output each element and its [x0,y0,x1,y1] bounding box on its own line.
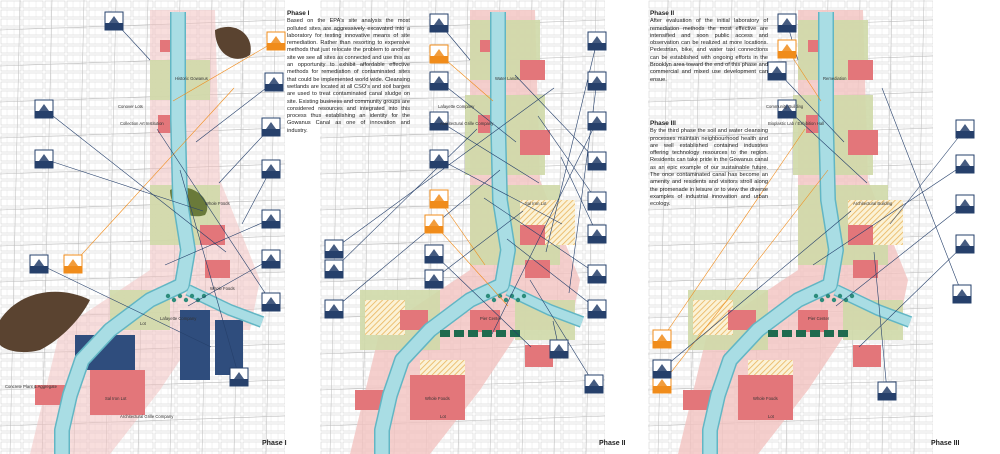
icon-band [430,161,448,168]
icon-band [778,111,796,118]
remediation-icon [325,240,343,258]
remediation-icon [105,12,123,30]
building [848,60,873,80]
remediation-icon [35,100,53,118]
remediation-icon [262,293,280,311]
dot [820,298,824,302]
dot [522,294,526,298]
remediation-icon [430,72,448,90]
map-label: Pier Center [808,316,830,321]
building [525,345,553,367]
icon-band [262,304,280,311]
remediation-icon [430,45,448,63]
icon-band [265,84,283,91]
soil-barge [454,330,464,337]
dot [832,298,836,302]
phase-2-heading: Phase II [650,10,675,17]
map-label: Bioplastic Lab / Exhibition Hall [768,121,825,126]
remediation-icon [430,14,448,32]
map-label: Collection Art Institution [120,121,164,126]
phase-2-label: Phase II [599,440,626,447]
icon-band [588,203,606,210]
icon-band [653,371,671,378]
map-label: Community Building [766,104,804,109]
building [200,225,225,245]
remediation-icon [64,255,82,273]
building [848,130,878,155]
dot [516,298,520,302]
map-label: Water Lands [495,76,519,81]
icon-band [30,266,48,273]
map-label: Architectural Grille Company [440,121,494,126]
icon-band [425,256,443,263]
remediation-icon [30,255,48,273]
remediation-icon [230,368,248,386]
phase-1-description [287,10,410,140]
icon-band [430,201,448,208]
building [520,130,550,155]
phase-1-heading: Phase I [287,10,310,17]
dot [814,294,818,298]
icon-band [430,56,448,63]
dot [486,294,490,298]
navy-building [215,320,243,375]
remediation-icon [325,260,343,278]
remediation-icon [588,225,606,243]
building [205,260,230,278]
remediation-icon [956,195,974,213]
icon-band [64,266,82,273]
map-label: Lot [768,414,774,419]
remediation-icon [325,300,343,318]
icon-band [325,271,343,278]
icon-band [956,246,974,253]
icon-band [325,311,343,318]
remediation-icon [588,112,606,130]
dot [190,294,194,298]
remediation-icon [425,215,443,233]
icon-band [778,25,796,32]
phase-1-label: Phase I [262,440,287,447]
icon-band [588,236,606,243]
remediation-icon [588,152,606,170]
hatched-zone [693,300,733,335]
icon-band [35,161,53,168]
map-label: Conover Lots [118,104,143,109]
building [520,60,545,80]
remediation-icon [588,72,606,90]
icon-band [267,43,285,50]
phase-2-description [650,10,768,89]
remediation-icon [425,270,443,288]
remediation-icon [953,285,971,303]
remediation-icon [430,150,448,168]
remediation-icon [653,330,671,348]
phase-1-map [0,0,285,454]
map-label: Sal Iron Lot [105,396,127,401]
map-label: Sal Iron Lot [525,201,547,206]
icon-band [35,111,53,118]
soil-barge [496,330,506,337]
remediation-icon [265,73,283,91]
map-label: Historic Gowanus [175,76,208,81]
phase-3-label: Phase III [931,440,960,447]
icon-band [956,166,974,173]
remediation-icon [425,245,443,263]
icon-band [878,393,896,400]
map-label: Architectural Grille Company [120,414,174,419]
soil-barge [782,330,792,337]
building [798,310,828,332]
soil-barge [824,330,834,337]
soil-barge [796,330,806,337]
soil-barge [468,330,478,337]
building [853,345,881,367]
remediation-icon [878,382,896,400]
icon-band [588,123,606,130]
icon-band [262,261,280,268]
phase-3-description [650,120,768,214]
map-label: Lafayette Company [438,104,475,109]
building [848,225,873,245]
dot [166,294,170,298]
icon-band [953,296,971,303]
remediation-icon [778,40,796,58]
remediation-icon [35,150,53,168]
soil-barge [440,330,450,337]
remediation-icon [956,120,974,138]
remediation-icon [262,118,280,136]
phase-3-body: By the third phase the soil and water cleansing processes maintain neighbourhood health and are well established contained industries offering technology resources to the region. Residents can take pride in the Gowanus canal as an epic example of our sustainable future. The once contaminated canal has become an amenity and residents and visitors stroll along the promenade in leisure or to view the diverse examples of industrial innovation and urban ecology. [650,128,768,208]
icon-band [588,83,606,90]
icon-band [588,276,606,283]
building [90,370,145,415]
phase-2-body: After evaluation of the initial laboratory of remediation methods the most effective are intensified and soon public access and observation can be realized at more locations. Pedestrian, bike, and water taxi connections can be established with ongoing efforts in the Brooklyn area toward the end of this phase and commercial and mixed use development can ensue. [650,18,768,83]
map-label: Lot [440,414,446,419]
building [853,260,878,278]
icon-band [585,386,603,393]
icon-band [956,206,974,213]
dot [504,298,508,302]
dot [838,294,842,298]
remediation-icon [588,192,606,210]
icon-band [588,43,606,50]
building [520,225,545,245]
dot [826,294,830,298]
icon-band [778,51,796,58]
remediation-icon [778,14,796,32]
remediation-icon [262,250,280,268]
map-label: Remediation [823,76,847,81]
icon-band [430,25,448,32]
remediation-icon [585,375,603,393]
remediation-icon [430,190,448,208]
icon-band [956,131,974,138]
icon-band [325,251,343,258]
icon-band [768,73,786,80]
dot [492,298,496,302]
icon-band [550,351,568,358]
remediation-icon [778,100,796,118]
icon-band [430,83,448,90]
map-label: Whole Foods [205,201,230,206]
remediation-icon [768,62,786,80]
map-label: Lot [140,321,146,326]
icon-band [653,386,671,393]
soil-barge [510,330,520,337]
remediation-icon [588,32,606,50]
icon-band [425,226,443,233]
icon-band [262,129,280,136]
soil-barge [482,330,492,337]
soil-barge [838,330,848,337]
phase-1-body: Based on the EPA's site analysis the most polluted sites are aggressively excavated into a laboratory for testing innovative means of site remediation. Rather than resorting to expensive methods that just relocate the problem to another site we see all sites as connected and use this as an opportunity to exhibit affordable effective methods for remediation of contaminated sites that could be implemented world wide. Cleansing wetlands are located at all CSO's and soil barges are used to treat contaminated canal sludge on site. Existing business and community groups are considered resources and integrated into this process thus establishing an identity for the Gowanus Canal as one of innovation and industry. [287,18,410,134]
map-label: Whole Foods [210,286,235,291]
icon-band [588,311,606,318]
icon-band [262,171,280,178]
phase-3-heading: Phase III [650,120,676,127]
remediation-icon [956,235,974,253]
map-label: Architectural Building [853,201,893,206]
dot [178,294,182,298]
remediation-icon [550,340,568,358]
soil-barge [810,330,820,337]
map-label: Lafayette Company [160,316,197,321]
remediation-icon [262,160,280,178]
icon-band [230,379,248,386]
icon-band [105,23,123,30]
remediation-icon [588,265,606,283]
remediation-icon [267,32,285,50]
remediation-icon [956,155,974,173]
remediation-icon [588,300,606,318]
map-label: Pier Center [480,316,502,321]
map-label: Whole Foods [753,396,778,401]
icon-band [262,221,280,228]
remediation-icon [653,360,671,378]
icon-band [653,341,671,348]
hatched-zone [365,300,405,335]
map-label: Concrete Plant & Aggregate [5,384,57,389]
dot [184,298,188,302]
icon-band [588,163,606,170]
soil-barge [768,330,778,337]
map-label: Whole Foods [425,396,450,401]
icon-band [425,281,443,288]
dot [172,298,176,302]
remediation-icon [262,210,280,228]
